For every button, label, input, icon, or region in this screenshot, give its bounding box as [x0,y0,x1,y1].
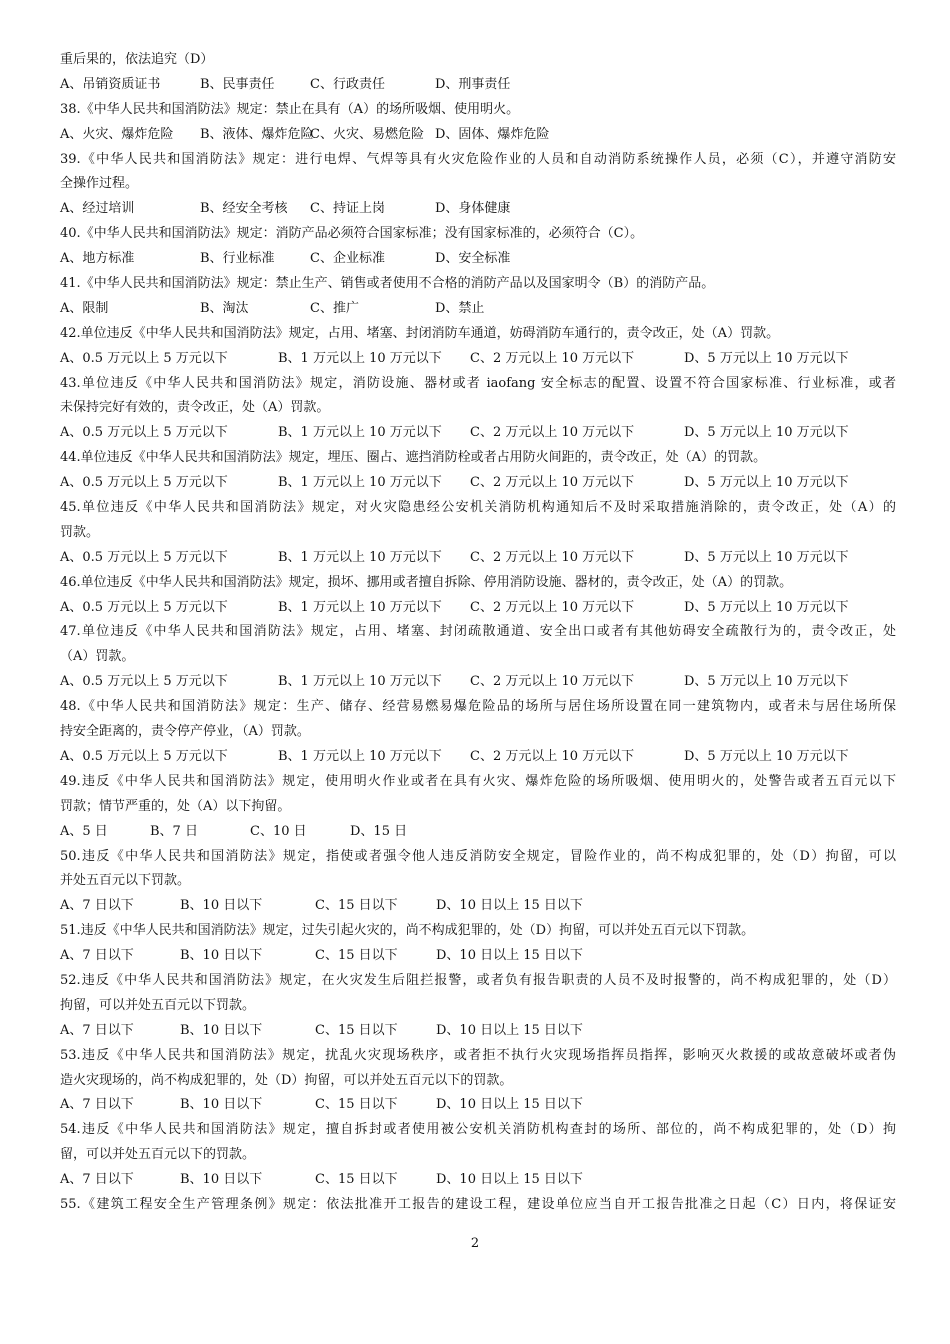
answer-option: B、10 日以下 [180,898,263,914]
answer-options [60,1019,896,1044]
answer-option: A、0.5 万元以上 5 万元以下 [60,674,228,690]
answer-option: D、10 日以上 15 日以下 [436,1172,583,1188]
answer-option: A、0.5 万元以上 5 万元以下 [60,549,228,565]
answer-options [60,471,896,496]
answer-option: B、1 万元以上 10 万元以下 [278,748,442,764]
answer-option: B、1 万元以上 10 万元以下 [278,674,442,690]
answer-option: B、淘汰 [200,300,249,316]
answer-option: C、15 日以下 [315,1097,398,1113]
document-page [60,48,896,1218]
answer-options [60,820,896,845]
text-line: 43.单位违反《中华人民共和国消防法》规定，消防设施、器材或者 iaofang 安全标志的配置、设置不符合国家标准、行业标准，或者 [60,375,896,391]
text-line: 拘留，可以并处五百元以下罚款。 [60,997,256,1013]
answer-option: C、10 日 [250,823,307,839]
answer-option: A、火灾、爆炸危险 [60,126,174,142]
text-line: 未保持完好有效的，责令改正，处（A）罚款。 [60,400,330,416]
text-line: 48.《中华人民共和国消防法》规定：生产、储存、经营易燃易爆危险品的场所与居住场所设置在同一建筑物内，或者未与居住场所保 [60,699,896,715]
answer-option: A、7 日以下 [60,898,134,914]
answer-option: C、2 万元以上 10 万元以下 [470,674,635,690]
answer-option: A、限制 [60,300,109,316]
answer-options [60,123,896,148]
answer-options [60,745,896,770]
answer-option: B、经安全考核 [200,201,288,217]
text-line: 49.违反《中华人民共和国消防法》规定，使用明火作业或者在具有火灾、爆炸危险的场所吸烟、使用明火的，处警告或者五百元以下 [60,773,896,789]
text-line: 罚款。 [60,524,100,540]
answer-option: A、地方标准 [60,251,135,267]
answer-option: B、7 日 [150,823,198,839]
answer-option: B、10 日以下 [180,948,263,964]
answer-option: C、15 日以下 [315,948,398,964]
answer-option: B、液体、爆炸危险 [200,126,314,142]
answer-option: C、企业标准 [310,251,385,267]
text-line: 41.《中华人民共和国消防法》规定：禁止生产、销售或者使用不合格的消防产品以及国家明令（B）的消防产品。 [60,276,715,292]
answer-option: A、0.5 万元以上 5 万元以下 [60,475,228,491]
answer-option: C、2 万元以上 10 万元以下 [470,350,635,366]
text-line: 持安全距离的，责令停产停业，（A）罚款。 [60,724,310,740]
page-number: 2 [470,1236,480,1251]
answer-option: C、15 日以下 [315,1022,398,1038]
text-line: 46.单位违反《中华人民共和国消防法》规定，损坏、挪用或者擅自拆除、停用消防设施、器材的，责令改正，处（A）的罚款。 [60,574,793,590]
answer-option: D、身体健康 [435,201,511,217]
answer-option: C、2 万元以上 10 万元以下 [470,549,635,565]
answer-option: D、10 日以上 15 日以下 [436,898,583,914]
answer-option: C、行政责任 [310,76,385,92]
answer-option: D、15 日 [350,823,408,839]
answer-options [60,197,896,222]
answer-option: B、10 日以下 [180,1022,263,1038]
answer-options [60,421,896,446]
text-line: 45.单位违反《中华人民共和国消防法》规定，对火灾隐患经公安机关消防机构通知后不及时采取措施消除的，责令改正，处（A）的 [60,500,896,516]
answer-option: C、2 万元以上 10 万元以下 [470,425,635,441]
answer-options [60,670,896,695]
answer-options [60,73,896,98]
answer-options [60,944,896,969]
text-line: 42.单位违反《中华人民共和国消防法》规定，占用、堵塞、封闭消防车通道，妨碍消防车通行的，责令改正，处（A）罚款。 [60,325,780,341]
answer-option: B、1 万元以上 10 万元以下 [278,599,442,615]
answer-options [60,596,896,621]
answer-option: D、5 万元以上 10 万元以下 [684,350,849,366]
answer-option: D、10 日以上 15 日以下 [436,948,583,964]
answer-options [60,1093,896,1118]
answer-option: A、0.5 万元以上 5 万元以下 [60,748,228,764]
text-line: 罚款；情节严重的，处（A）以下拘留。 [60,798,291,814]
text-line: 44.单位违反《中华人民共和国消防法》规定，埋压、圈占、遮挡消防栓或者占用防火间距的，责令改正，处（A）的罚款。 [60,450,767,466]
text-line: 重后果的，依法追究（D） [60,52,214,67]
text-line: 52.违反《中华人民共和国消防法》规定，在火灾发生后阻拦报警，或者负有报告职责的人员不及时报警的，尚不构成犯罪的，处（D） [60,972,896,988]
answer-option: C、2 万元以上 10 万元以下 [470,748,635,764]
answer-option: D、5 万元以上 10 万元以下 [684,475,849,491]
text-line: 38.《中华人民共和国消防法》规定：禁止在具有（A）的场所吸烟、使用明火。 [60,101,520,117]
answer-option: B、1 万元以上 10 万元以下 [278,549,442,565]
answer-option: C、推广 [310,300,359,316]
answer-option: D、禁止 [435,300,485,316]
text-line: 51.违反《中华人民共和国消防法》规定，过失引起火灾的，尚不构成犯罪的，处（D）拘留，可以并处五百元以下罚款。 [60,923,755,939]
answer-option: D、固体、爆炸危险 [435,126,550,142]
text-line: 并处五百元以下罚款。 [60,873,191,889]
answer-option: D、10 日以上 15 日以下 [436,1097,583,1113]
text-line: （A）罚款。 [60,649,135,665]
answer-option: D、5 万元以上 10 万元以下 [684,599,849,615]
answer-option: A、7 日以下 [60,948,134,964]
answer-option: B、1 万元以上 10 万元以下 [278,350,442,366]
text-line: 造火灾现场的，尚不构成犯罪的，处（D）拘留，可以并处五百元以下的罚款。 [60,1072,513,1088]
answer-option: A、7 日以下 [60,1097,134,1113]
answer-options [60,247,896,272]
answer-option: B、1 万元以上 10 万元以下 [278,425,442,441]
answer-options [60,546,896,571]
answer-option: A、0.5 万元以上 5 万元以下 [60,350,228,366]
answer-option: D、10 日以上 15 日以下 [436,1022,583,1038]
answer-options [60,1168,896,1193]
text-line: 40.《中华人民共和国消防法》规定：消防产品必须符合国家标准；没有国家标准的，必须符合（C）。 [60,226,644,242]
answer-option: A、0.5 万元以上 5 万元以下 [60,425,228,441]
answer-option: D、安全标准 [435,251,511,267]
text-line: 53.违反《中华人民共和国消防法》规定，扰乱火灾现场秩序，或者拒不执行火灾现场指挥员指挥，影响灭火救援的或故意破坏或者伪 [60,1047,896,1063]
text-line: 全操作过程。 [60,176,139,192]
answer-option: B、10 日以下 [180,1172,263,1188]
answer-option: D、5 万元以上 10 万元以下 [684,549,849,565]
answer-option: B、民事责任 [200,76,275,92]
answer-options [60,347,896,372]
answer-option: A、经过培训 [60,201,135,217]
answer-options [60,297,896,322]
text-line: 54.违反《中华人民共和国消防法》规定，擅自拆封或者使用被公安机关消防机构查封的场所、部位的，尚不构成犯罪的，处（D）拘 [60,1122,896,1138]
text-line: 留，可以并处五百元以下的罚款。 [60,1147,256,1163]
answer-option: B、行业标准 [200,251,275,267]
answer-option: C、15 日以下 [315,1172,398,1188]
answer-option: A、0.5 万元以上 5 万元以下 [60,599,228,615]
text-line: 47.单位违反《中华人民共和国消防法》规定，占用、堵塞、封闭疏散通道、安全出口或者有其他妨碍安全疏散行为的，责令改正，处 [60,624,896,640]
answer-option: B、10 日以下 [180,1097,263,1113]
answer-option: A、7 日以下 [60,1022,134,1038]
answer-option: D、刑事责任 [435,76,511,92]
answer-option: C、2 万元以上 10 万元以下 [470,475,635,491]
answer-option: A、5 日 [60,823,108,839]
answer-option: D、5 万元以上 10 万元以下 [684,674,849,690]
answer-option: D、5 万元以上 10 万元以下 [684,425,849,441]
answer-option: D、5 万元以上 10 万元以下 [684,748,849,764]
answer-option: B、1 万元以上 10 万元以下 [278,475,442,491]
answer-option: C、2 万元以上 10 万元以下 [470,599,635,615]
answer-option: C、15 日以下 [315,898,398,914]
answer-option: C、火灾、易燃危险 [310,126,424,142]
answer-option: C、持证上岗 [310,201,385,217]
text-line: 55.《建筑工程安全生产管理条例》规定：依法批准开工报告的建设工程，建设单位应当自开工报告批准之日起（C）日内，将保证安 [60,1196,896,1212]
answer-options [60,894,896,919]
answer-option: A、7 日以下 [60,1172,134,1188]
answer-option: A、吊销资质证书 [60,76,161,92]
text-line: 50.违反《中华人民共和国消防法》规定，指使或者强令他人违反消防安全规定，冒险作业的，尚不构成犯罪的，处（D）拘留，可以 [60,848,896,864]
text-line: 39.《中华人民共和国消防法》规定：进行电焊、气焊等具有火灾危险作业的人员和自动消防系统操作人员，必须（C），并遵守消防安 [60,151,896,167]
